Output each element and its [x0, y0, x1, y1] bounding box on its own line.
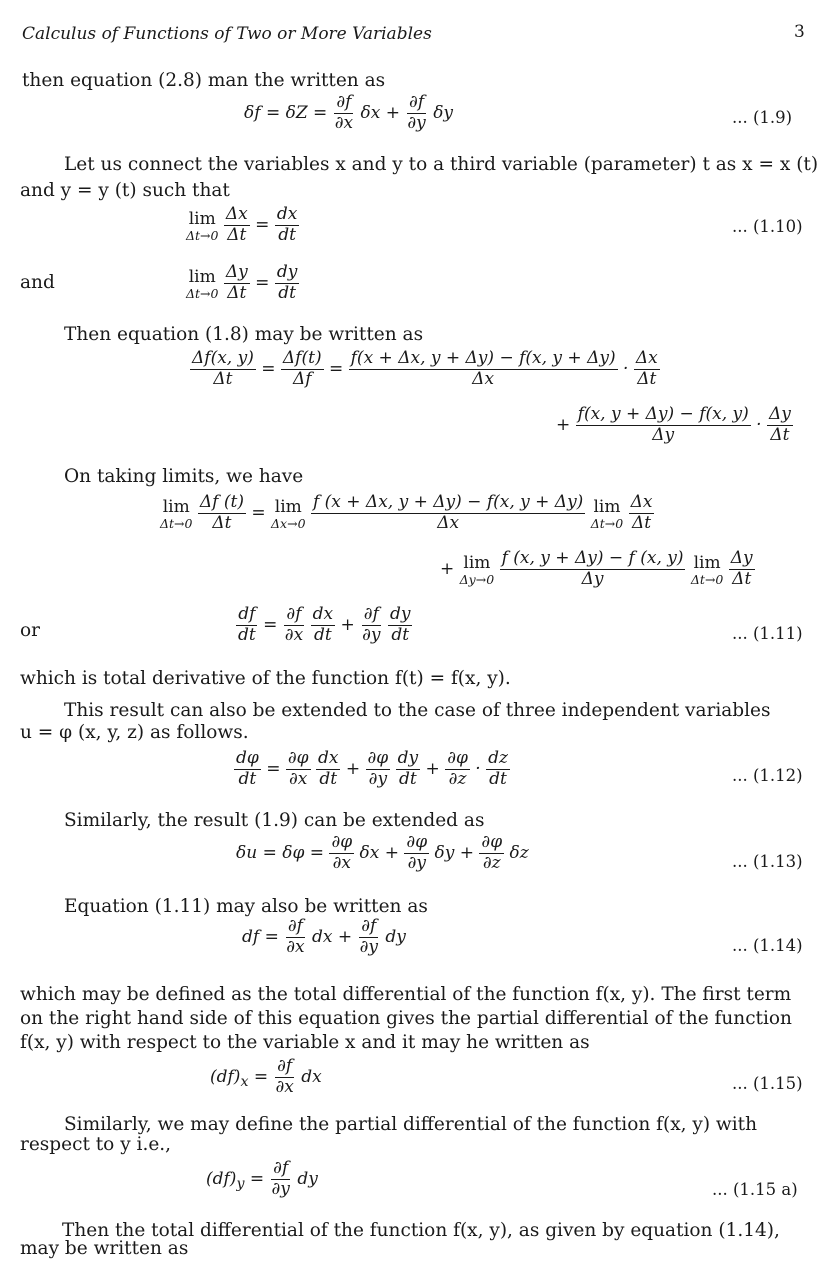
- equation-limits-a: lim Δt→0 $\frac{\Delta f (t)}{\Delta t}$ = lim Δx→0 $\frac{f (x + \Delta x, y + \Delta y) - f(x, y + \Delta y)}{\Delta x}$ lim Δt→0 $\frac{\Delta x}{\Delta t}$: [160, 492, 653, 533]
- equation-number: ... (1.11): [732, 624, 803, 643]
- text-line: on the right hand side of this equation gives the partial differential of the function: [20, 1008, 792, 1029]
- text-line: Similarly, we may define the partial differential of the function f(x, y) with: [64, 1114, 758, 1135]
- equation-number: ... (1.10): [732, 217, 803, 236]
- text-line: and y = y (t) such that: [20, 180, 230, 201]
- text-line: Similarly, the result (1.9) can be extended as: [64, 810, 485, 831]
- text-line: This result can also be extended to the case of three independent variables: [64, 700, 771, 721]
- text-line: may be written as: [20, 1238, 189, 1259]
- equation-number: ... (1.13): [732, 852, 803, 871]
- text-line: Then the total differential of the function f(x, y), as given by equation (1.14),: [62, 1220, 780, 1241]
- equation-limits-b: + lim Δy→0 $\frac{f (x, y + \Delta y) - f (x, y)}{\Delta y}$ lim Δt→0 $\frac{\Delta y}{\Delta t}$: [440, 548, 753, 589]
- equation-number: ... (1.12): [732, 766, 803, 785]
- equation-number: ... (1.15): [732, 1074, 803, 1093]
- equation-1-10-x: lim Δt→0 $\frac{\Delta x}{\Delta t}$ = $\frac{dx}{dt}$: [186, 204, 298, 245]
- equation-1-9: δf = δZ = $\frac{\partial f}{\partial x}$ δx + $\frac{\partial f}{\partial y}$ δy: [244, 92, 454, 133]
- text-line: Then equation (1.8) may be written as: [64, 324, 424, 345]
- equation-1-8-expanded-b: + $\frac{f(x, y + \Delta y) - f(x, y)}{\Delta y}$ · $\frac{\Delta y}{\Delta t}$: [556, 404, 791, 445]
- text-line: Let us connect the variables x and y to a third variable (parameter) t as x = x (t): [64, 154, 819, 175]
- equation-1-12: $\frac{d\varphi}{dt}$ = $\frac{\partial\varphi}{\partial x}$ $\frac{dx}{dt}$ + $\frac{\partial\varphi}{\partial y}$ $\frac{dy}{dt}$ + $\frac{\partial\varphi}{\partial z}$ · $\frac{dz}{dt}$: [236, 748, 508, 789]
- text-line: On taking limits, we have: [64, 466, 304, 487]
- text-line: respect to y i.e.,: [20, 1134, 172, 1155]
- equation-1-11: $\frac{df}{dt}$ = $\frac{\partial f}{\partial x}$ $\frac{dx}{dt}$ + $\frac{\partial f}{\partial y}$ $\frac{dy}{dt}$: [238, 604, 411, 645]
- equation-1-13: δu = δφ = $\frac{\partial\varphi}{\partial x}$ δx + $\frac{\partial\varphi}{\partial y}$ δy + $\frac{\partial\varphi}{\partial z}$ δz: [236, 832, 529, 873]
- text-line: which may be defined as the total differential of the function f(x, y). The first term: [20, 984, 792, 1005]
- equation-number: ... (1.9): [732, 108, 793, 127]
- text-line: Equation (1.11) may also be written as: [64, 896, 428, 917]
- text-line: f(x, y) with respect to the variable x and it may he written as: [20, 1032, 590, 1053]
- text-line: u = φ (x, y, z) as follows.: [20, 722, 249, 743]
- equation-1-15-a: $(df)_y$ = $\frac{\partial f}{\partial y}$ dy: [206, 1158, 318, 1199]
- running-title: Calculus of Functions of Two or More Variables: [22, 24, 432, 44]
- page-number: 3: [794, 22, 805, 42]
- text-line: or: [20, 620, 40, 641]
- equation-1-15: $(df)_x$ = $\frac{\partial f}{\partial x}$ dx: [210, 1056, 322, 1097]
- text-line: which is total derivative of the function f(t) = f(x, y).: [20, 668, 511, 689]
- equation-1-8-expanded-a: $\frac{\Delta f(x, y)}{\Delta t}$ = $\frac{\Delta f(t)}{\Delta f}$ = $\frac{f(x + \Delta x, y + \Delta y) - f(x, y + \Delta y)}{\Delta x}$ · $\frac{\Delta x}{\Delta t}$: [192, 348, 658, 389]
- equation-number: ... (1.15 a): [712, 1180, 798, 1199]
- equation-1-14: df = $\frac{\partial f}{\partial x}$ dx + $\frac{\partial f}{\partial y}$ dy: [242, 916, 406, 957]
- text-line: and: [20, 272, 55, 293]
- equation-number: ... (1.14): [732, 936, 803, 955]
- text-line: then equation (2.8) man the written as: [22, 70, 386, 91]
- equation-1-10-y: lim Δt→0 $\frac{\Delta y}{\Delta t}$ = $\frac{dy}{dt}$: [186, 262, 298, 303]
